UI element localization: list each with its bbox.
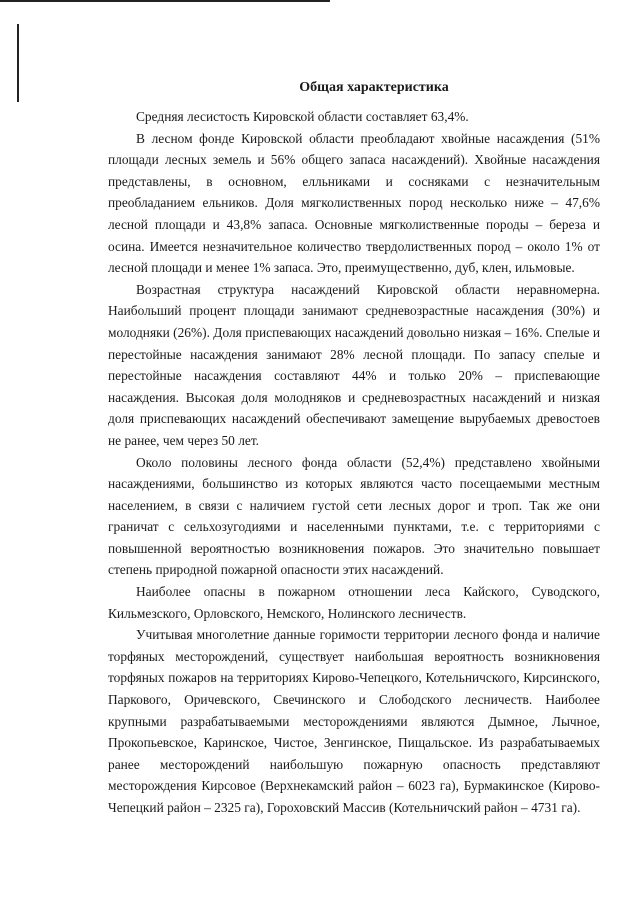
top-border-line — [0, 0, 330, 2]
paragraph-species-composition: В лесном фонде Кировской области преобладают хвойные насаждения (51% площади лесных земель и 56% общего запаса насаждений). Хвойные насаждения представлены, в основном, елльниками и сосняками с незначительным преобладанием ельников. Доля мягколиственных пород несколько ниже – 47,6% лесной площади и 43,8% запаса. Основные мягколиственные породы – береза и осина. Имеется незначительное количество твердолиственных пород – около 1% от лесной площади и менее 1% запаса. Это, преимущественно, дуб, клен, ильмовые. — [108, 130, 600, 276]
paragraph-forest-cover: Средняя лесистость Кировской области составляет 63,4%. — [136, 109, 469, 124]
paragraph-age-structure: Возрастная структура насаждений Кировской области неравномерна. Наибольший процент площади занимают средневозрастные насаждения (30%) и молодняки (26%). Доля приспевающих насаждений довольно низкая – 16%. Спелые и перестойные насаждения занимают 28% лесной площади. По запасу спелые и перестойные насаждения составляют 44% и только 20% – приспевающие насаждения. Высокая доля молодняков и средневозрастных насаждений и низкая доля приспевающих насаждений обеспечивают замещение вырубаемых древостоев не ранее, чем через 50 лет. — [108, 281, 600, 448]
paragraph-dangerous-forestries: Наиболее опасны в пожарном отношении леса Кайского, Суводского, Кильмезского, Орловского, Немского, Нолинского лесничеств. — [108, 584, 600, 621]
paragraph-conifer-fire-risk: Около половины лесного фонда области (52,4%) представлено хвойными насаждениями, большинство из которых являются часто посещаемыми местным населением, в связи с наличием густой сети лесных дорог и троп. Так же они граничат с сельхозугодиями и населенными пунктами, т.е. с территориями с повышенной вероятностью возникновения пожаров. Это значительно повышает степень природной пожарной опасности этих насаждений. — [108, 454, 600, 578]
left-margin-line — [17, 24, 19, 102]
document-title: Общая характеристика — [299, 80, 449, 95]
paragraph-peat-fires: Учитывая многолетние данные горимости территории лесного фонда и наличие торфяных месторождений, существует наибольшая вероятность возникновения торфяных пожаров на территориях Кирово-Чепецкого, Котельничского, Кирсинского, Паркового, Оричевского, Свечинского и Слободского лесничеств. Наиболее крупными разрабатываемыми месторождениями являются Дымное, Лычное, Прокопьевское, Каринское, Чистое, Зенгинское, Пищальское. Из разрабатываемых ранее месторождений наибольшую пожарную опасность представляют месторождения Кирсовое (Верхнекамский район – 6023 га), Бурмакинское (Кирово-Чепецкий район – 2325 га), Гороховский Массив (Котельничский район – 4731 га). — [108, 627, 600, 815]
document-page — [108, 78, 600, 819]
